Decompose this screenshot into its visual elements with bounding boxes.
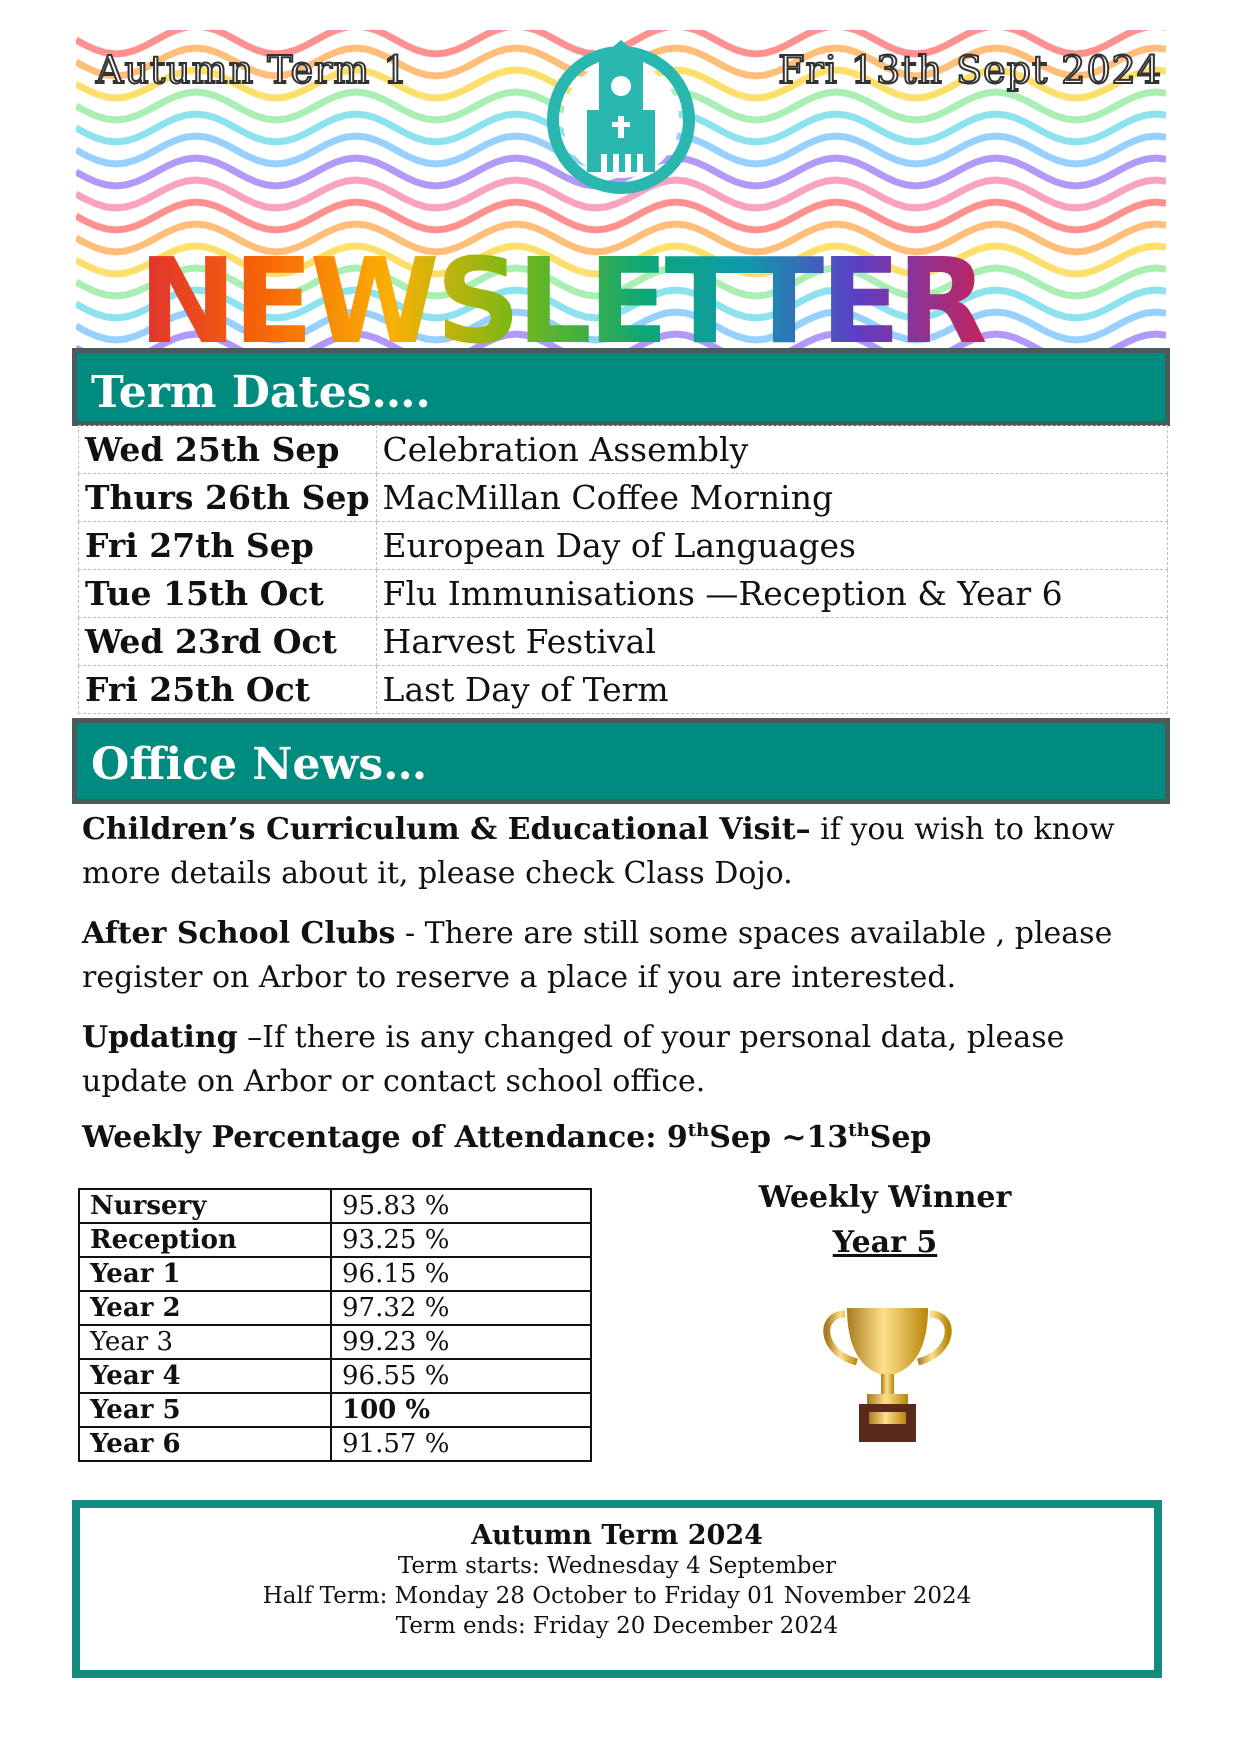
term-label: Autumn Term 1 (96, 48, 409, 92)
attendance-value: 97.32 % (331, 1291, 591, 1325)
term-end-line: Term ends: Friday 20 December 2024 (395, 1613, 839, 1639)
term-date-row (79, 666, 1168, 714)
news-item-title: Updating (82, 1020, 238, 1055)
term-event: Harvest Festival (376, 618, 1167, 666)
news-item-clubs (82, 912, 1162, 1000)
half-term-line: Half Term: Monday 28 October to Friday 01 November 2024 (262, 1583, 972, 1609)
term-date: Fri 25th Oct (79, 666, 377, 714)
term-date: Tue 15th Oct (79, 570, 377, 618)
attendance-row (79, 1359, 591, 1393)
attendance-class: Year 4 (79, 1359, 331, 1393)
attendance-class: Year 6 (79, 1427, 331, 1461)
attendance-class: Reception (79, 1223, 331, 1257)
office-news-heading-text: Office News… (91, 739, 428, 790)
newsletter-banner (76, 30, 1166, 348)
attendance-title: Weekly Percentage of Attendance: 9thSep ~13thSep (82, 1120, 932, 1155)
attendance-value: 100 % (331, 1393, 591, 1427)
term-start-line: Term starts: Wednesday 4 September (397, 1553, 837, 1579)
term-summary-box (72, 1500, 1162, 1678)
newsletter-title: NEWSLETTER (138, 232, 984, 348)
attendance-row (79, 1291, 591, 1325)
issue-date: Fri 13th Sept 2024 (778, 48, 1162, 92)
news-item-curriculum (82, 808, 1162, 896)
term-date-row (79, 474, 1168, 522)
term-dates-heading (72, 348, 1170, 426)
attendance-value: 99.23 % (331, 1325, 591, 1359)
attendance-row (79, 1189, 591, 1223)
term-event: Celebration Assembly (376, 426, 1167, 474)
term-event: MacMillan Coffee Morning (376, 474, 1167, 522)
attendance-value: 95.83 % (331, 1189, 591, 1223)
attendance-class: Year 5 (79, 1393, 331, 1427)
term-date: Wed 23rd Oct (79, 618, 377, 666)
term-date: Fri 27th Sep (79, 522, 377, 570)
term-date: Wed 25th Sep (79, 426, 377, 474)
attendance-value: 96.55 % (331, 1359, 591, 1393)
term-date-row (79, 618, 1168, 666)
news-item-updating (82, 1016, 1162, 1104)
term-date-row (79, 426, 1168, 474)
term-event: European Day of Languages (376, 522, 1167, 570)
term-dates-heading-text: Term Dates…. (91, 367, 431, 418)
term-dates-table (78, 425, 1168, 714)
attendance-class: Year 2 (79, 1291, 331, 1325)
newsletter-title-art (76, 30, 1166, 348)
term-date-row (79, 522, 1168, 570)
attendance-class: Year 1 (79, 1257, 331, 1291)
attendance-class: Year 3 (79, 1325, 331, 1359)
attendance-row (79, 1427, 591, 1461)
trophy-icon (815, 1300, 960, 1450)
attendance-row (79, 1325, 591, 1359)
attendance-row (79, 1223, 591, 1257)
term-date: Thurs 26th Sep (79, 474, 377, 522)
weekly-winner-class: Year 5 (832, 1225, 938, 1260)
weekly-winner-title: Weekly Winner (758, 1180, 1012, 1215)
news-item-text: –If there is any changed of your personal data, please update on Arbor or contact school office. (82, 1020, 1065, 1099)
attendance-value: 91.57 % (331, 1427, 591, 1461)
attendance-row (79, 1393, 591, 1427)
news-item-text: if you wish to know more details about it, please check Class Dojo. (82, 812, 1115, 891)
attendance-class: Nursery (79, 1189, 331, 1223)
news-item-title: Children’s Curriculum & Educational Visit– (82, 812, 811, 847)
news-item-title: After School Clubs (82, 916, 396, 951)
attendance-row (79, 1257, 591, 1291)
attendance-value: 93.25 % (331, 1223, 591, 1257)
term-event: Flu Immunisations —Reception & Year 6 (376, 570, 1167, 618)
office-news-heading (72, 718, 1170, 804)
term-date-row (79, 570, 1168, 618)
attendance-value: 96.15 % (331, 1257, 591, 1291)
term-summary-title: Autumn Term 2024 (471, 1520, 763, 1551)
attendance-table (78, 1188, 592, 1462)
news-item-text: - There are still some spaces available , please register on Arbor to reserve a place if you are interested. (82, 916, 1113, 995)
term-event: Last Day of Term (376, 666, 1167, 714)
